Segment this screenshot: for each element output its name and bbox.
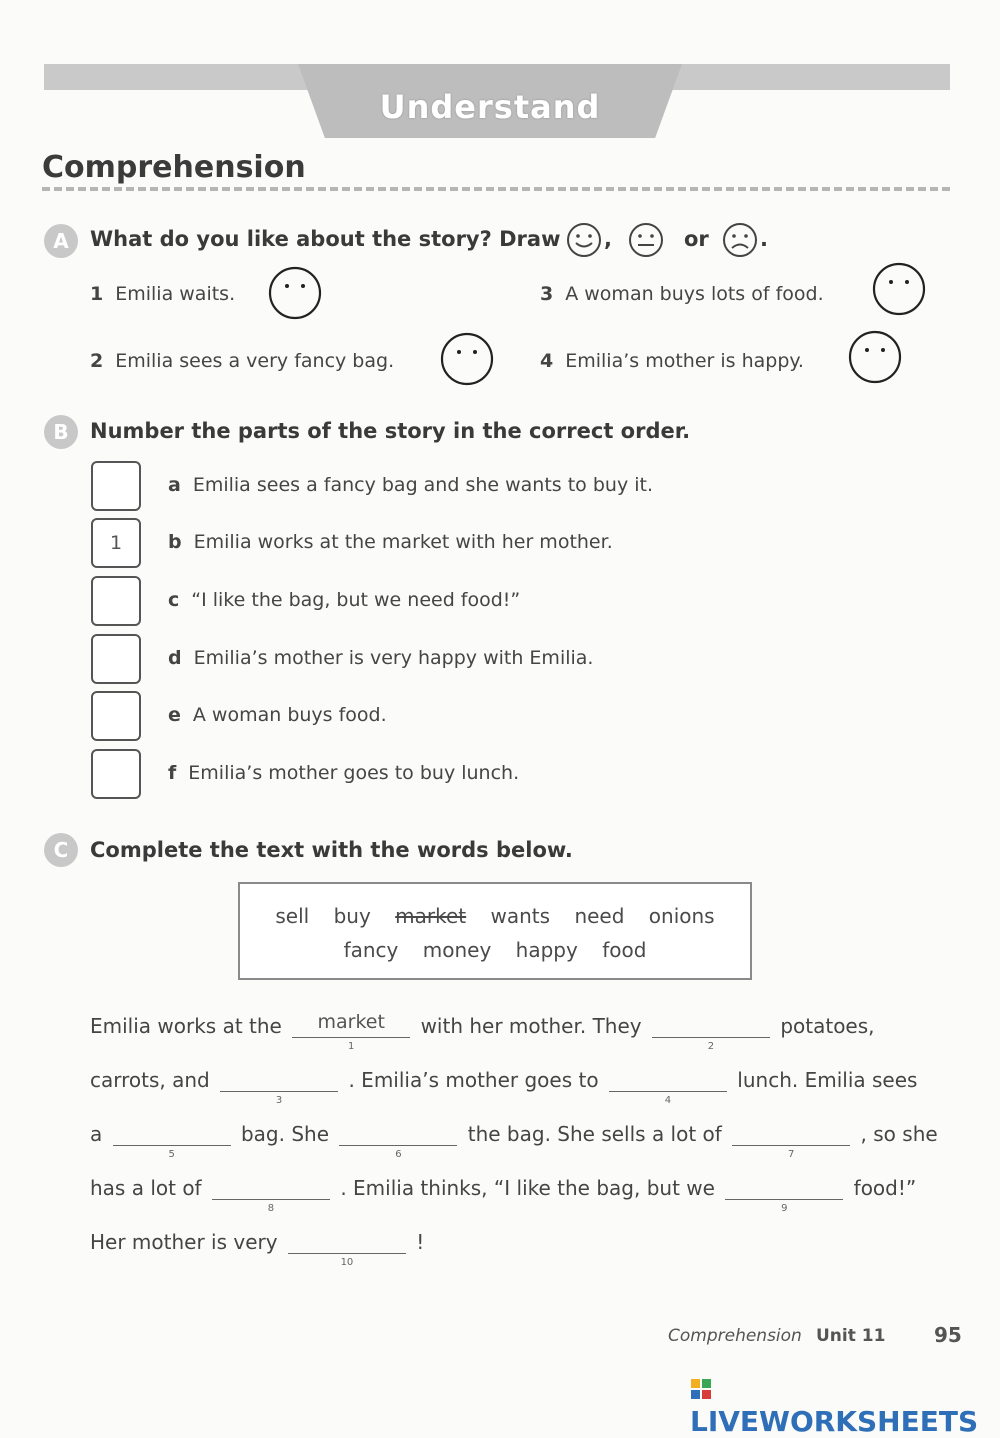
word-bank-row-2 — [240, 938, 750, 962]
order-input-a[interactable] — [91, 461, 141, 511]
word: sell — [275, 904, 310, 928]
comma: , — [604, 227, 612, 251]
blank-6[interactable] — [339, 1123, 457, 1160]
part-a-item-4 — [540, 350, 804, 372]
text-segment: Emilia works at the — [90, 1014, 282, 1038]
footer-section: Comprehension — [668, 1326, 802, 1346]
item-letter: f — [168, 762, 177, 784]
blank-number: 6 — [395, 1149, 402, 1160]
part-a-item-1 — [90, 283, 235, 305]
blank-number: 1 — [348, 1041, 355, 1052]
word: food — [602, 938, 647, 962]
item-number: 4 — [540, 350, 554, 372]
liveworksheets-logo — [690, 1372, 1000, 1438]
blank-9[interactable] — [725, 1177, 843, 1214]
word: wants — [490, 904, 551, 928]
part-a-item-3 — [540, 283, 824, 305]
face-drawing-area-2[interactable] — [440, 332, 494, 386]
word-struck: market — [395, 904, 467, 928]
text-line-3 — [90, 1122, 938, 1160]
part-a-badge: A — [44, 224, 78, 258]
face-drawing-area-4[interactable] — [848, 330, 902, 384]
blank-number: 7 — [788, 1149, 795, 1160]
word-bank-row-1 — [240, 904, 750, 928]
word: onions — [648, 904, 715, 928]
blank-4[interactable] — [609, 1069, 727, 1106]
text-segment: bag. She — [240, 1122, 330, 1146]
text-segment: food!” — [853, 1176, 917, 1200]
word: need — [574, 904, 625, 928]
text-line-4 — [90, 1176, 917, 1214]
text-line-5 — [90, 1230, 425, 1268]
item-text: Emilia works at the market with her mother. — [193, 531, 613, 553]
blank-number: 8 — [267, 1203, 275, 1214]
text-line-1 — [90, 1011, 875, 1052]
part-b-badge: B — [44, 415, 78, 449]
text-segment: . Emilia’s mother goes to — [348, 1068, 599, 1092]
order-input-d[interactable] — [91, 634, 141, 684]
blank-5[interactable] — [113, 1123, 231, 1160]
item-text: Emilia’s mother goes to buy lunch. — [188, 762, 520, 784]
word-bank — [238, 882, 752, 980]
text-segment: , so she — [860, 1122, 938, 1146]
part-b-instruction: Number the parts of the story in the correct order. — [90, 419, 691, 443]
item-letter: e — [168, 704, 181, 726]
item-letter: c — [168, 589, 180, 611]
item-letter: b — [168, 531, 182, 553]
item-number: 3 — [540, 283, 554, 305]
item-text: Emilia sees a fancy bag and she wants to buy it. — [192, 474, 654, 496]
blank-8[interactable] — [212, 1177, 330, 1214]
item-text: Emilia’s mother is happy. — [565, 350, 804, 372]
face-drawing-area-1[interactable] — [268, 266, 322, 320]
part-c-badge: C — [44, 833, 78, 867]
blank-number: 4 — [664, 1095, 672, 1106]
face-drawing-area-3[interactable] — [872, 262, 926, 316]
word: fancy — [343, 938, 399, 962]
part-b-item-d — [168, 647, 593, 669]
part-a-item-2 — [90, 350, 394, 372]
text-segment: the bag. She sells a lot of — [467, 1122, 722, 1146]
blank-7[interactable] — [732, 1123, 850, 1160]
footer-unit: Unit 11 — [816, 1326, 886, 1346]
blank-number: 5 — [168, 1149, 175, 1160]
part-b-item-e — [168, 704, 387, 726]
item-text: Emilia sees a very fancy bag. — [115, 350, 395, 372]
page-number: 95 — [934, 1323, 962, 1347]
section-title: Comprehension — [42, 150, 306, 185]
blank-number: 3 — [275, 1095, 283, 1106]
instruction-end: . — [760, 227, 768, 251]
part-a-instruction — [90, 227, 560, 251]
blank-2[interactable] — [652, 1015, 770, 1052]
banner-title: Understand — [379, 88, 601, 126]
logo-text: LIVEWORKSHEETS — [690, 1405, 979, 1438]
item-text: “I like the bag, but we need food!” — [191, 589, 521, 611]
text-segment: potatoes, — [780, 1014, 875, 1038]
part-b-item-a — [168, 474, 653, 496]
word: buy — [333, 904, 371, 928]
item-text: Emilia waits. — [115, 283, 236, 305]
text-segment: has a lot of — [90, 1176, 202, 1200]
item-letter: a — [168, 474, 181, 496]
item-letter: d — [168, 647, 182, 669]
item-text: A woman buys food. — [192, 704, 387, 726]
item-text: Emilia’s mother is very happy with Emilia. — [193, 647, 594, 669]
text-segment: a — [90, 1122, 103, 1146]
blank-10[interactable] — [288, 1231, 406, 1268]
word: happy — [515, 938, 578, 962]
blank-number: 10 — [340, 1257, 354, 1268]
text-segment: Her mother is very — [90, 1230, 278, 1254]
item-text: A woman buys lots of food. — [565, 283, 824, 305]
blank-number: 2 — [707, 1041, 715, 1052]
text-segment: with her mother. They — [420, 1014, 642, 1038]
heading-divider — [42, 187, 950, 191]
item-number: 2 — [90, 350, 104, 372]
order-input-b[interactable]: 1 — [91, 518, 141, 568]
blank-1[interactable] — [292, 1011, 410, 1052]
neutral-face-icon — [628, 222, 664, 258]
instruction-text: What do you like about the story? Draw — [90, 227, 561, 251]
liveworksheets-logo-icon — [690, 1378, 712, 1400]
blank-number: 9 — [781, 1203, 788, 1214]
item-number: 1 — [90, 283, 104, 305]
happy-face-icon — [566, 222, 602, 258]
order-input-c[interactable] — [91, 576, 141, 626]
part-c-instruction: Complete the text with the words below. — [90, 838, 573, 862]
word: money — [422, 938, 492, 962]
part-b-item-f — [168, 762, 519, 784]
text-line-2 — [90, 1068, 918, 1106]
sad-face-icon — [722, 222, 758, 258]
part-b-item-b — [168, 531, 613, 553]
text-segment: . Emilia thinks, “I like the bag, but we — [340, 1176, 715, 1200]
text-segment: lunch. Emilia sees — [737, 1068, 918, 1092]
order-input-f[interactable] — [91, 749, 141, 799]
text-segment: ! — [416, 1230, 425, 1254]
instruction-or: or — [684, 227, 709, 251]
blank-3[interactable] — [220, 1069, 338, 1106]
text-segment: carrots, and — [90, 1068, 210, 1092]
blank-answer: market — [317, 1011, 385, 1033]
part-b-item-c — [168, 589, 520, 611]
order-input-e[interactable] — [91, 691, 141, 741]
